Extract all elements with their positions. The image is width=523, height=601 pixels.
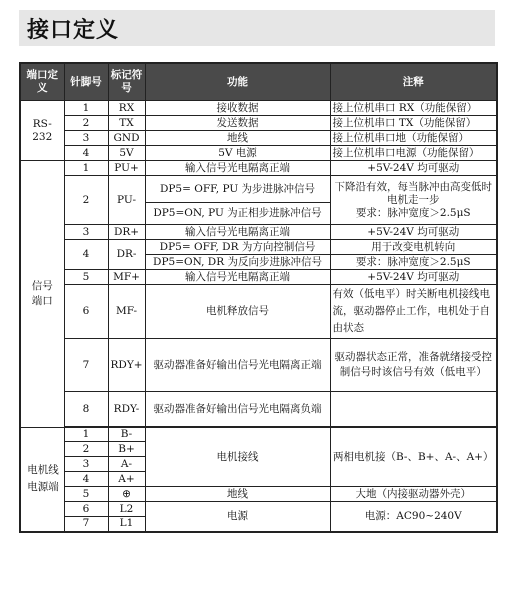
symbol-cell: RDY-	[108, 392, 145, 427]
function-cell: 地线	[145, 487, 330, 502]
table-row	[20, 240, 497, 255]
port-motor	[20, 428, 64, 532]
table-row	[20, 428, 497, 442]
symbol-cell: L2	[108, 502, 145, 517]
symbol-cell: L1	[108, 517, 145, 532]
page-title: 接口定义	[27, 18, 120, 43]
table-row	[20, 502, 497, 517]
pin-cell: 2	[64, 176, 108, 225]
note-cell: 接上位机串口地（功能保留）	[330, 131, 497, 146]
interface-table	[19, 62, 498, 533]
function-cell: 接收数据	[145, 101, 330, 116]
pin-cell: 1	[64, 428, 108, 442]
note-cell: 用于改变电机转向	[330, 240, 497, 255]
pin-cell: 2	[64, 442, 108, 457]
function-cell: 电机释放信号	[145, 285, 330, 339]
table-row	[20, 487, 497, 502]
pin-cell: 3	[64, 225, 108, 240]
symbol-cell: TX	[108, 116, 145, 131]
note-cell: 接上位机串口电源（功能保留）	[330, 146, 497, 161]
port-signal-label: 信号端口	[31, 280, 53, 307]
header-function: 功能	[145, 63, 330, 101]
note-cell: +5V-24V 均可驱动	[330, 225, 497, 240]
symbol-cell: MF-	[108, 285, 145, 339]
function-cell: 输入信号光电隔离正端	[145, 225, 330, 240]
function-cell: DP5=ON, PU 为正相步进脉冲信号	[145, 203, 330, 225]
note-cell	[330, 176, 497, 225]
table-row	[20, 146, 497, 161]
table-row	[20, 131, 497, 146]
symbol-cell: B-	[108, 428, 145, 442]
pin-cell: 1	[64, 101, 108, 116]
pin-cell: 3	[64, 457, 108, 472]
header-port: 端口定义	[20, 63, 64, 101]
function-cell: 输入信号光电隔离正端	[145, 161, 330, 176]
function-cell: 驱动器准备好输出信号光电隔离正端	[145, 339, 330, 392]
function-cell: 驱动器准备好输出信号光电隔离负端	[145, 392, 330, 427]
port-signal	[20, 161, 64, 428]
note-cell: 接上位机串口 TX（功能保留）	[330, 116, 497, 131]
pin-cell: 6	[64, 285, 108, 339]
pin-cell: 8	[64, 392, 108, 427]
table-header-row	[20, 63, 497, 101]
function-cell: 发送数据	[145, 116, 330, 131]
header-symbol: 标记符号	[108, 63, 145, 101]
note-cell: 电源：AC90~240V	[330, 502, 497, 532]
pin-cell: 5	[64, 487, 108, 502]
title-bar	[19, 10, 495, 46]
symbol-cell: PU-	[108, 176, 145, 225]
table-row	[20, 101, 497, 116]
pin-cell: 4	[64, 240, 108, 270]
pin-cell: 3	[64, 131, 108, 146]
note-line: 要求：脉冲宽度＞2.5μS	[355, 206, 471, 219]
note-cell: 要求：脉冲宽度＞2.5μS	[330, 255, 497, 270]
function-cell: 输入信号光电隔离正端	[145, 270, 330, 285]
note-line: 下降沿有效，每当脉冲由高变低时电机走一步	[334, 180, 492, 206]
table-row	[20, 161, 497, 176]
symbol-cell: DR+	[108, 225, 145, 240]
symbol-cell: 5V	[108, 146, 145, 161]
table-row	[20, 285, 497, 339]
symbol-cell: GND	[108, 131, 145, 146]
table-row	[20, 392, 497, 427]
table-row	[20, 116, 497, 131]
function-cell: DP5=ON, DR 为反向步进脉冲信号	[145, 255, 330, 270]
header-note: 注释	[330, 63, 497, 101]
symbol-cell: A-	[108, 457, 145, 472]
pin-cell: 7	[64, 339, 108, 392]
ground-icon: ⊕	[108, 487, 145, 502]
function-cell: 电机接线	[145, 428, 330, 487]
note-cell: 两相电机接（B-、B+、A-、A+）	[330, 428, 497, 487]
symbol-cell: DR-	[108, 240, 145, 270]
note-cell: 有效（低电平）时关断电机接线电流，驱动器停止工作，电机处于自由状态	[330, 285, 497, 339]
function-cell: 5V 电源	[145, 146, 330, 161]
function-cell: 电源	[145, 502, 330, 532]
symbol-cell: A+	[108, 472, 145, 487]
port-rs232: RS-232	[20, 101, 64, 161]
symbol-cell: MF+	[108, 270, 145, 285]
symbol-cell: PU+	[108, 161, 145, 176]
symbol-cell: B+	[108, 442, 145, 457]
table-row	[20, 176, 497, 203]
table-row	[20, 270, 497, 285]
pin-cell: 4	[64, 146, 108, 161]
note-cell: +5V-24V 均可驱动	[330, 270, 497, 285]
note-cell: +5V-24V 均可驱动	[330, 161, 497, 176]
port-motor-label: 电机线电源端	[27, 464, 59, 494]
header-pin: 针脚号	[64, 63, 108, 101]
note-cell: 驱动器状态正常，准备就绪接受控制信号时该信号有效（低电平）	[330, 339, 497, 392]
pin-cell: 5	[64, 270, 108, 285]
note-cell: 接上位机串口 RX（功能保留）	[330, 101, 497, 116]
pin-cell: 2	[64, 116, 108, 131]
note-cell	[330, 392, 497, 427]
pin-cell: 4	[64, 472, 108, 487]
pin-cell: 6	[64, 502, 108, 517]
function-cell: DP5= OFF, DR 为方向控制信号	[145, 240, 330, 255]
function-cell: DP5= OFF, PU 为步进脉冲信号	[145, 176, 330, 203]
note-cell: 大地（内接驱动器外壳）	[330, 487, 497, 502]
pin-cell: 1	[64, 161, 108, 176]
symbol-cell: RDY+	[108, 339, 145, 392]
pin-cell: 7	[64, 517, 108, 532]
table-row	[20, 225, 497, 240]
function-cell: 地线	[145, 131, 330, 146]
symbol-cell: RX	[108, 101, 145, 116]
table-row	[20, 339, 497, 392]
